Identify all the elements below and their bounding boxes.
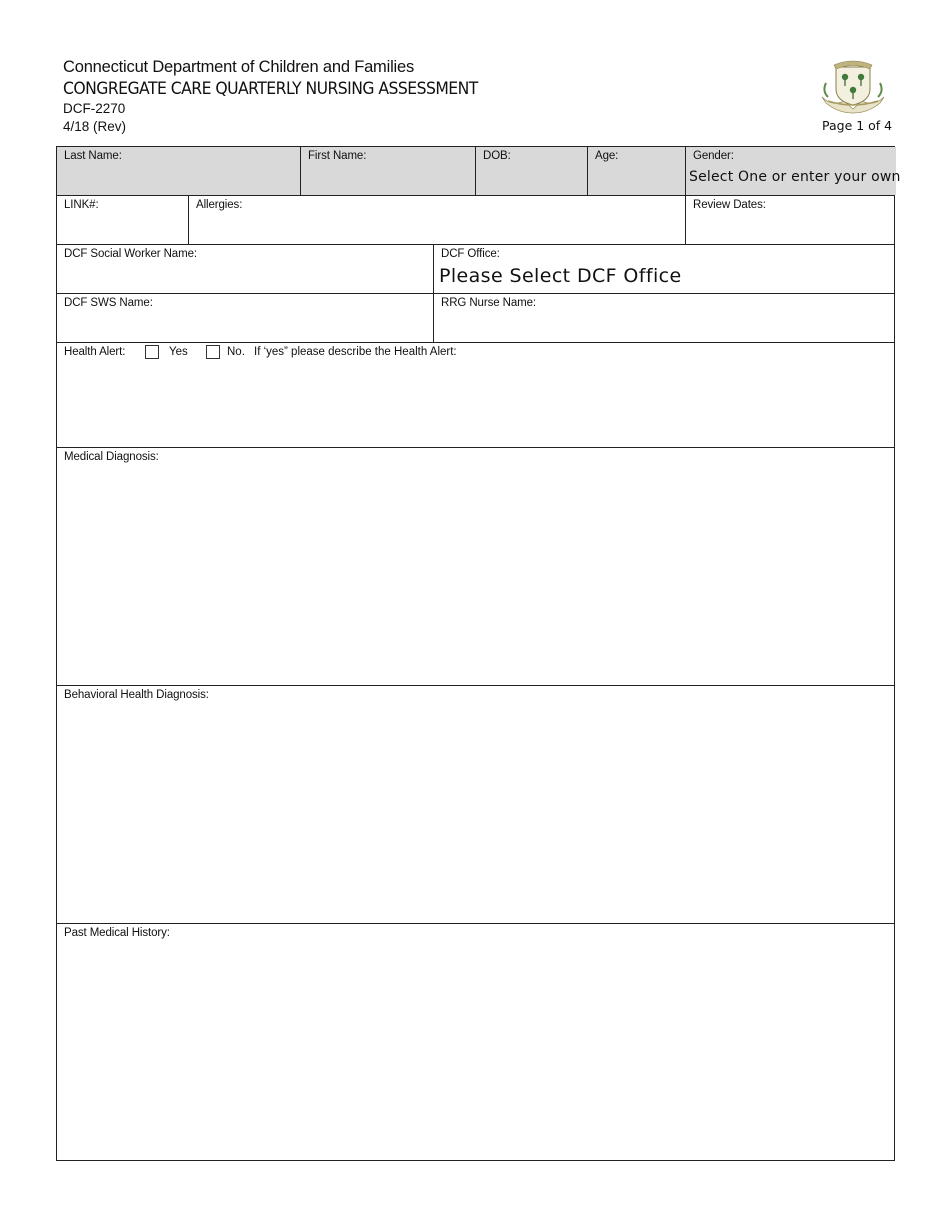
last-name-label: Last Name:: [64, 150, 122, 162]
past-medical-history-label: Past Medical History:: [64, 927, 170, 939]
gender-label: Gender:: [693, 150, 734, 162]
row-social-worker: [57, 245, 894, 294]
dcf-office-label: DCF Office:: [441, 248, 500, 260]
dob-field[interactable]: [476, 147, 588, 195]
row-sws-nurse: [57, 294, 894, 343]
row-identity: [57, 147, 901, 196]
form-title: CONGREGATE CARE QUARTERLY NURSING ASSESSMENT: [63, 79, 478, 99]
health-alert-section: [57, 343, 894, 448]
row-link-allergies: [57, 196, 894, 245]
medical-diagnosis-label: Medical Diagnosis:: [64, 451, 159, 463]
link-number-field[interactable]: [57, 196, 189, 244]
review-dates-label: Review Dates:: [693, 199, 766, 211]
past-medical-history-section: [57, 924, 894, 1160]
sws-name-field[interactable]: [57, 294, 434, 342]
allergies-field[interactable]: [189, 196, 686, 244]
dcf-office-dropdown[interactable]: Please Select DCF Office: [439, 265, 682, 287]
gender-dropdown[interactable]: Select One or enter your own: [689, 169, 901, 185]
sws-name-label: DCF SWS Name:: [64, 297, 153, 309]
allergies-label: Allergies:: [196, 199, 243, 211]
medical-diagnosis-section: [57, 448, 894, 686]
health-alert-label: Health Alert:: [64, 346, 126, 358]
medical-diagnosis-input[interactable]: [57, 468, 894, 685]
behavioral-health-diagnosis-label: Behavioral Health Diagnosis:: [64, 689, 209, 701]
past-medical-history-input[interactable]: [57, 944, 894, 1160]
health-alert-no-label: No.: [227, 346, 245, 358]
connecticut-state-seal-icon: [818, 57, 888, 115]
health-alert-describe-label: If ‘yes” please describe the Health Alert:: [254, 346, 457, 358]
review-dates-field[interactable]: [686, 196, 896, 244]
last-name-field[interactable]: [57, 147, 301, 195]
dob-label: DOB:: [483, 150, 511, 162]
rrg-nurse-name-field[interactable]: [434, 294, 896, 342]
first-name-label: First Name:: [308, 150, 367, 162]
age-label: Age:: [595, 150, 619, 162]
health-alert-yes-label: Yes: [169, 346, 188, 358]
health-alert-description-input[interactable]: [57, 363, 894, 447]
health-alert-yes-checkbox[interactable]: [145, 345, 159, 359]
dcf-office-field: [434, 245, 896, 293]
gender-field: [686, 147, 901, 195]
rrg-nurse-name-label: RRG Nurse Name:: [441, 297, 536, 309]
form-revision: 4/18 (Rev): [63, 119, 127, 134]
page-indicator: Page 1 of 4: [822, 118, 893, 133]
agency-name: Connecticut Department of Children and Families: [63, 58, 415, 76]
social-worker-name-label: DCF Social Worker Name:: [64, 248, 197, 260]
health-alert-no-checkbox[interactable]: [206, 345, 220, 359]
first-name-field[interactable]: [301, 147, 476, 195]
assessment-form: [56, 146, 901, 1161]
form-number: DCF-2270: [63, 101, 126, 116]
social-worker-name-field[interactable]: [57, 245, 434, 293]
age-field[interactable]: [588, 147, 686, 195]
behavioral-health-diagnosis-input[interactable]: [57, 706, 894, 923]
behavioral-health-diagnosis-section: [57, 686, 894, 924]
link-number-label: LINK#:: [64, 199, 99, 211]
